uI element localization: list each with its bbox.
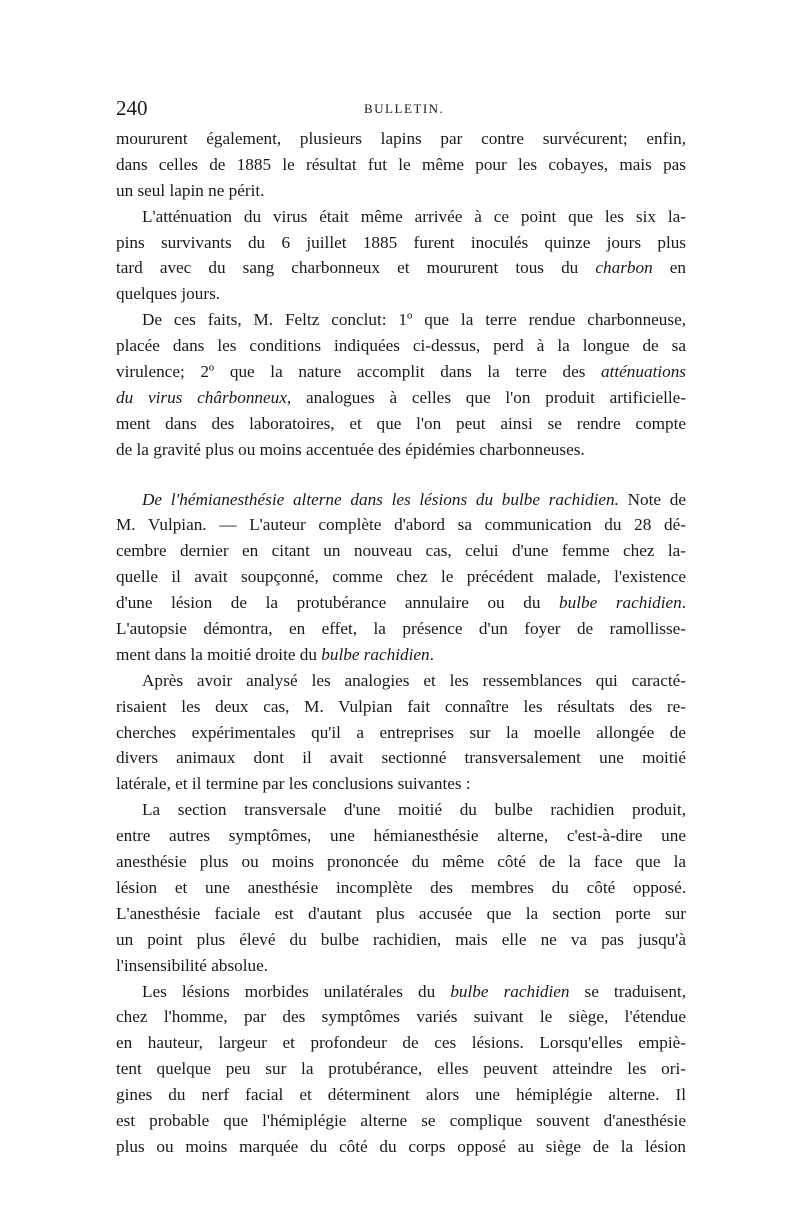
- text-line: M. Vulpian. — L'auteur complète d'abord sa communication du 28 dé-: [116, 515, 686, 535]
- text-line: divers animaux dont il avait sectionné transversalement une moitié: [116, 748, 686, 768]
- text-line: est probable que l'hémiplégie alterne se complique souvent d'anesthésie: [116, 1110, 686, 1130]
- text-line: du virus chârbonneux, analogues à celles que l'on produit artificielle-: [116, 387, 687, 407]
- text-line: cherches expérimentales qu'il a entreprises sur la moelle allongée de: [116, 722, 686, 742]
- text-line: plus ou moins marquée du côté du corps opposé au siège de la lésion: [116, 1136, 686, 1156]
- text-line: tard avec du sang charbonneux et moururent tous du charbon en: [116, 258, 686, 278]
- text-line: entre autres symptômes, une hémianesthésie alterne, c'est-à-dire une: [116, 826, 686, 846]
- page-header: [116, 96, 686, 126]
- body-text: [116, 126, 686, 1160]
- text-line: La section transversale d'une moitié du bulbe rachidien produit,: [142, 800, 686, 820]
- text-line: chez l'homme, par des symptômes variés suivant le siège, l'étendue: [116, 1007, 686, 1027]
- text-line: gines du nerf facial et déterminent alors une hémiplégie alterne. Il: [116, 1085, 686, 1105]
- text-line: d'une lésion de la protubérance annulaire ou du bulbe rachidien.: [116, 593, 686, 613]
- section-title-line: De l'hémianesthésie alterne dans les lésions du bulbe rachidien. Note de: [142, 489, 686, 509]
- text-line: De ces faits, M. Feltz conclut: 1º que la terre rendue charbonneuse,: [142, 310, 686, 330]
- text-line: Les lésions morbides unilatérales du bulbe rachidien se traduisent,: [142, 981, 686, 1001]
- text-line: moururent également, plusieurs lapins par contre survécurent; enfin,: [116, 129, 686, 148]
- text-line: tent quelque peu sur la protubérance, elles peuvent atteindre les ori-: [116, 1059, 686, 1079]
- text-line: en hauteur, largeur et profondeur de ces lésions. Lorsqu'elles empiè-: [116, 1033, 686, 1053]
- page-number: 240: [116, 96, 148, 120]
- text-line: L'autopsie démontra, en effet, la présence d'un foyer de ramollisse-: [116, 619, 686, 639]
- text-line: pins survivants du 6 juillet 1885 furent inoculés quinze jours plus: [116, 232, 686, 252]
- text-line: risaient les deux cas, M. Vulpian fait connaître les résultats des re-: [116, 696, 686, 716]
- text-line: anesthésie plus ou moins prononcée du même côté de la face que la: [116, 852, 686, 872]
- text-line: un point plus élevé du bulbe rachidien, mais elle ne va pas jusqu'à: [116, 929, 686, 949]
- text-line: ment dans la moitié droite du bulbe rachidien.: [116, 644, 434, 664]
- text-line: un seul lapin ne périt.: [116, 180, 265, 200]
- text-line: quelle il avait soupçonné, comme chez le précédent malade, l'existence: [116, 567, 686, 587]
- text-line: dans celles de 1885 le résultat fut le même pour les cobayes, mais pas: [116, 154, 686, 174]
- book-page: [116, 96, 686, 1160]
- text-line: Après avoir analysé les analogies et les ressemblances qui caracté-: [142, 670, 686, 690]
- text-line: L'atténuation du virus était même arrivée à ce point que les six la-: [142, 206, 686, 226]
- text-line: L'anesthésie faciale est d'autant plus accusée que la section porte sur: [116, 903, 686, 923]
- text-line: virulence; 2º que la nature accomplit dans la terre des atténuations: [116, 362, 686, 382]
- section-gap: [116, 463, 686, 487]
- text-line: lésion et une anesthésie incomplète des membres du côté opposé.: [116, 877, 686, 897]
- text-line: ment dans des laboratoires, et que l'on peut ainsi se rendre compte: [116, 413, 686, 433]
- running-head: BULLETIN.: [364, 101, 445, 116]
- text-line: placée dans les conditions indiquées ci-dessus, perd à la longue de sa: [116, 336, 686, 356]
- text-line: latérale, et il termine par les conclusions suivantes :: [116, 774, 471, 794]
- text-line: quelques jours.: [116, 284, 221, 304]
- text-line: de la gravité plus ou moins accentuée des épidémies charbonneuses.: [116, 439, 585, 459]
- text-line: cembre dernier en citant un nouveau cas, celui d'une femme chez la-: [116, 541, 686, 561]
- text-line: l'insensibilité absolue.: [116, 955, 269, 975]
